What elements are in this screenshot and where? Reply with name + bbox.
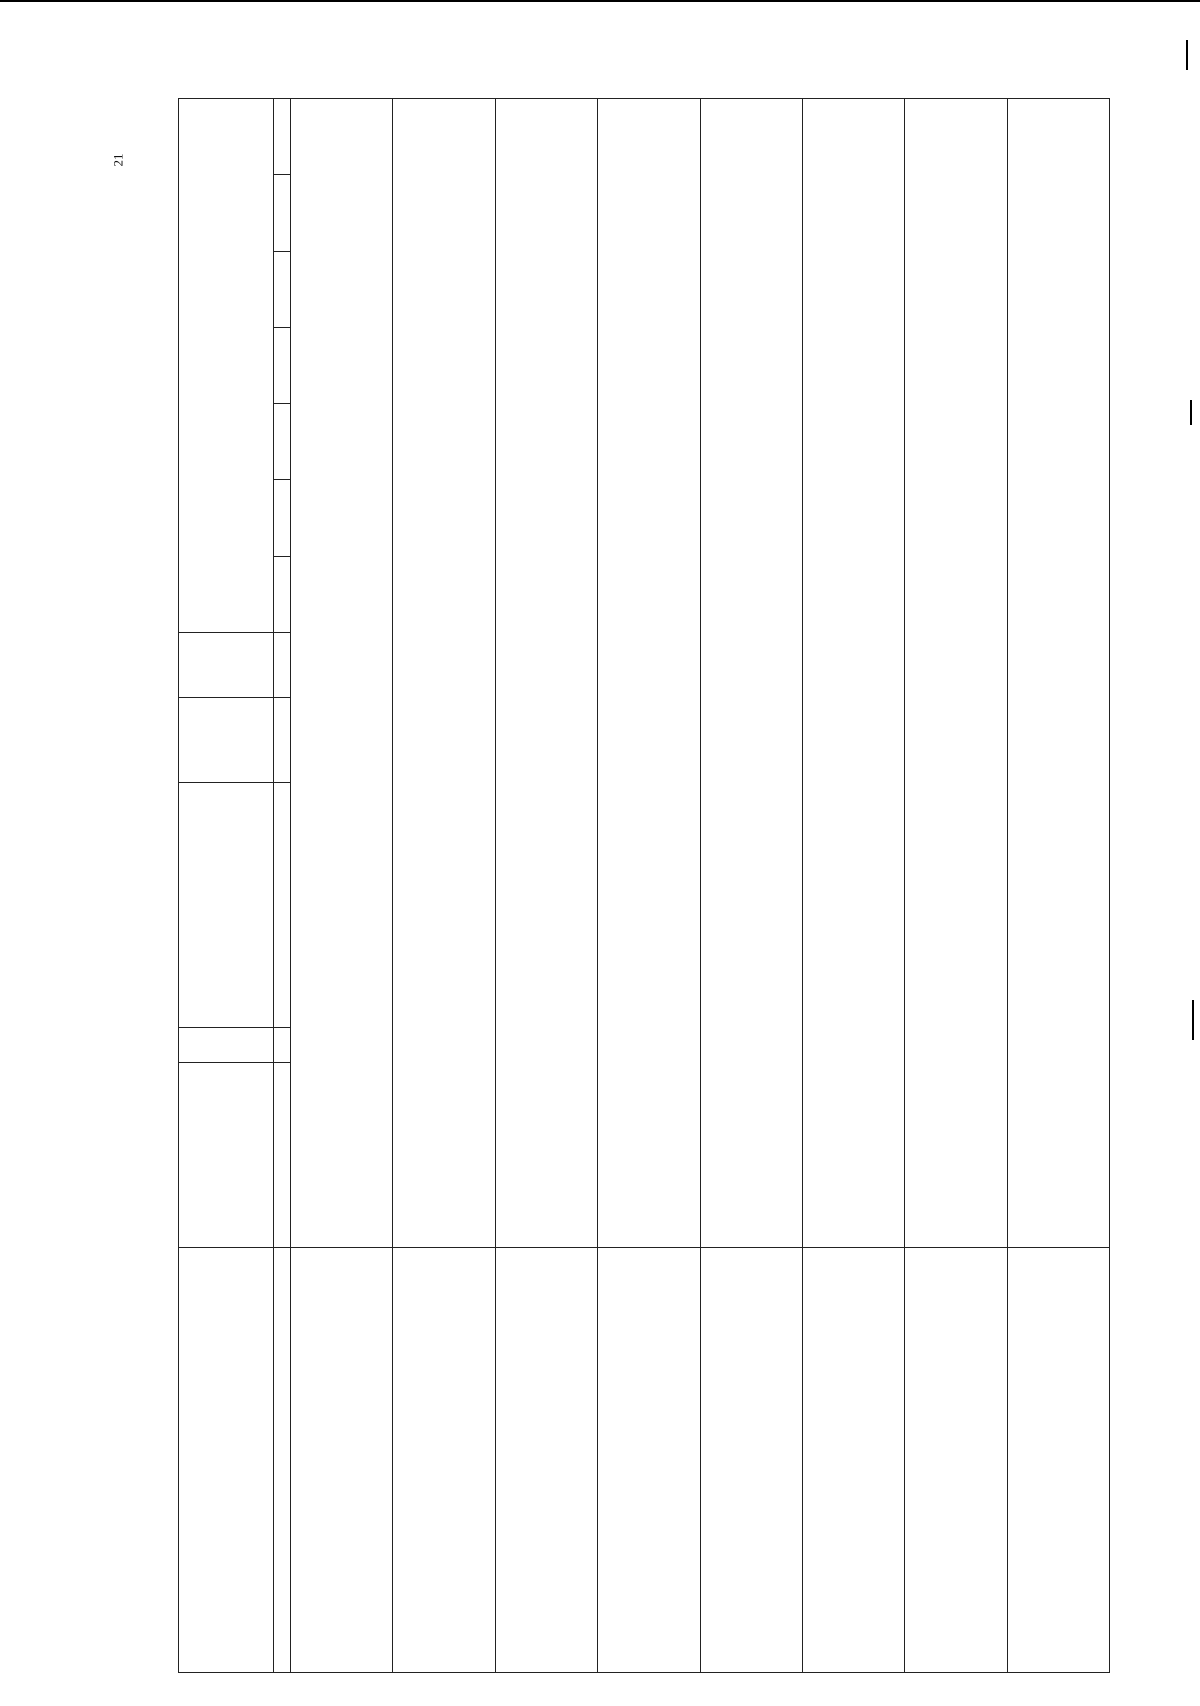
- table-cell: [274, 556, 291, 632]
- table-cell: [179, 633, 274, 698]
- table-row: [274, 99, 291, 1673]
- program-table: [178, 98, 1110, 1673]
- table-cell: [274, 175, 291, 251]
- table-row: [179, 99, 274, 1673]
- table-row: [598, 99, 700, 1673]
- table-row: [291, 99, 393, 1673]
- table-cell: [1007, 99, 1109, 1248]
- table-cell: [274, 251, 291, 327]
- table-cell: [274, 480, 291, 556]
- page-number: 21: [110, 153, 126, 167]
- scan-artifact: [1190, 400, 1192, 425]
- table-cell: [179, 1248, 274, 1673]
- table-cell: [802, 99, 904, 1248]
- table-cell: [598, 99, 700, 1248]
- table-cell: [274, 99, 291, 175]
- table-cell: [700, 99, 802, 1248]
- table-cell: [274, 783, 291, 1028]
- table-cell: [274, 633, 291, 698]
- table-cell: [393, 1248, 495, 1673]
- table-row: [495, 99, 597, 1673]
- table-cell: [179, 1063, 274, 1248]
- table-cell: [274, 1063, 291, 1248]
- table-cell: [905, 99, 1007, 1248]
- table-row: [393, 99, 495, 1673]
- rotated-table-frame: [178, 98, 1110, 1673]
- table-cell: [291, 1248, 393, 1673]
- rotated-table-content: [178, 98, 1110, 1673]
- table-cell: [802, 1248, 904, 1673]
- table-cell: [1007, 1248, 1109, 1673]
- table-cell: [905, 1248, 1007, 1673]
- scan-artifact: [1186, 40, 1188, 70]
- table-cell: [274, 1028, 291, 1063]
- scan-top-edge: [0, 0, 1200, 2]
- table-cell: [179, 783, 274, 1028]
- table-cell: [598, 1248, 700, 1673]
- table-row: [700, 99, 802, 1673]
- table-cell: [393, 99, 495, 1248]
- table-row: [1007, 99, 1109, 1673]
- table-row: [802, 99, 904, 1673]
- table-cell: [291, 99, 393, 1248]
- table-cell: [179, 99, 274, 633]
- table-row: [905, 99, 1007, 1673]
- table-cell: [495, 99, 597, 1248]
- scan-artifact: [1192, 1000, 1194, 1040]
- table-cell: [274, 404, 291, 480]
- table-cell: [179, 1028, 274, 1063]
- table-cell: [495, 1248, 597, 1673]
- table-cell: [274, 1248, 291, 1673]
- table-cell: [274, 327, 291, 403]
- table-cell: [179, 698, 274, 783]
- table-cell: [274, 698, 291, 783]
- table-cell: [700, 1248, 802, 1673]
